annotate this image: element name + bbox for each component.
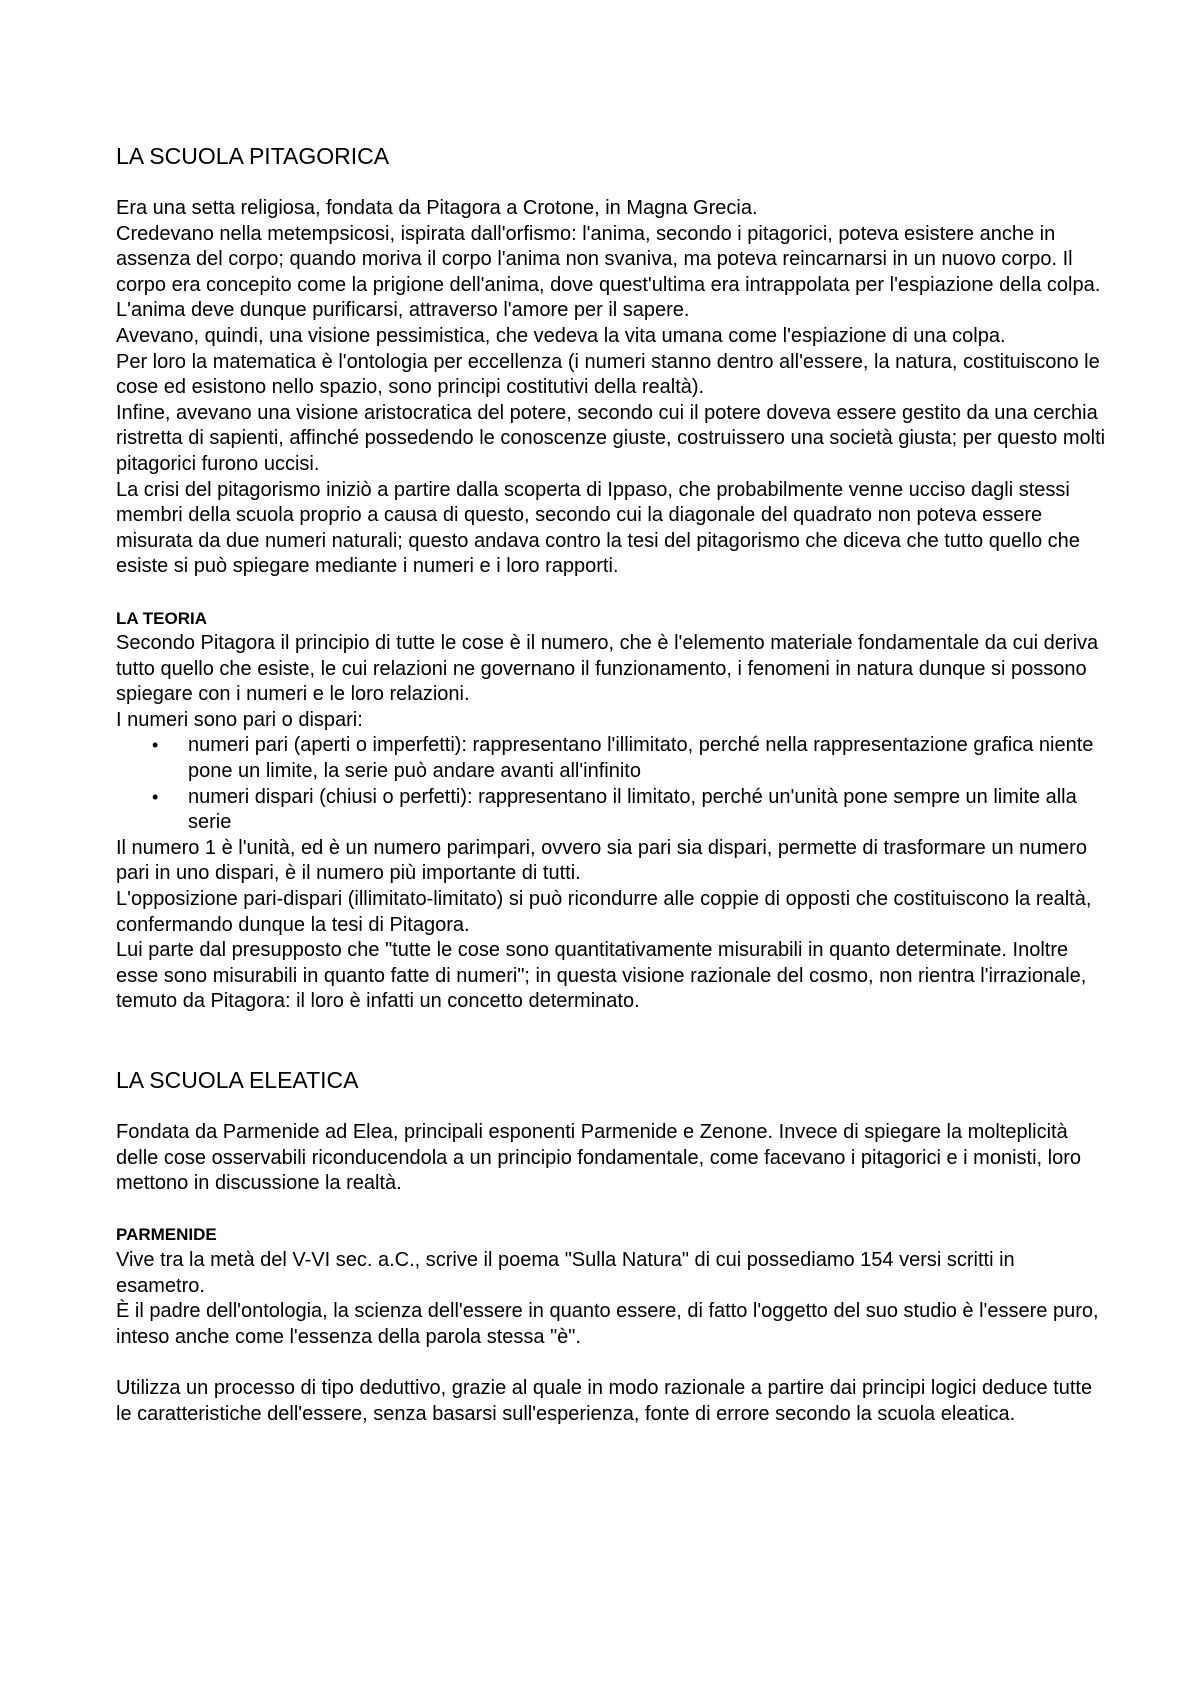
paragraph: Fondata da Parmenide ad Elea, principali esponenti Parmenide e Zenone. Invece di spiegare la molteplicità delle cose osservabili riconducendola a un principio fondamentale, come facevano i pitagorici e i monisti, loro mettono in discussione la realtà.	[116, 1121, 1081, 1195]
paragraph: La crisi del pitagorismo iniziò a partire dalla scoperta di Ippaso, che probabilmente venne ucciso dagli stessi membri della scuola proprio a causa di questo, secondo cui la diagonale del quadrato non poteva essere misurata da due numeri naturali; questo andava contro la tesi del pitagorismo che diceva che tutto quello che esiste si può spiegare mediante i numeri e i loro rapporti.	[116, 478, 1080, 578]
subsection-title-parmenide: PARMENIDE	[116, 1225, 217, 1245]
paragraph: L'opposizione pari-dispari (illimitato-limitato) si può ricondurre alle coppie di opposti che costituiscono la realtà, confermando dunque la tesi di Pitagora.	[116, 888, 1092, 936]
list-item	[116, 733, 1106, 784]
list-intro: I numeri sono pari o dispari:	[116, 708, 363, 731]
document-page	[116, 142, 1106, 1427]
section-title-eleatica: LA SCUOLA ELEATICA	[116, 1067, 359, 1093]
paragraph: Il numero 1 è l'unità, ed è un numero parimpari, ovvero sia pari sia dispari, permette di trasformare un numero pari in uno dispari, è il numero più importante di tutti.	[116, 836, 1087, 885]
list-item-text: numeri pari (aperti o imperfetti): rappresentano l'illimitato, perché nella rappresentazione grafica niente pone un limite, la serie può andare avanti all'infinito	[188, 734, 1094, 783]
subsection-title-teoria: LA TEORIA	[116, 608, 207, 628]
list-item-text: numeri dispari (chiusi o perfetti): rappresentano il limitato, perché un'unità pone sempre un limite alla serie	[188, 785, 1077, 834]
paragraph: Avevano, quindi, una visione pessimistica, che vedeva la vita umana come l'espiazione di una colpa.	[116, 324, 1006, 347]
bullet-list	[116, 733, 1106, 835]
bullet-icon: •	[152, 735, 159, 756]
paragraph: Vive tra la metà del V-VI sec. a.C., scrive il poema "Sulla Natura" di cui possediamo 154 versi scritti in esametro.	[116, 1248, 1015, 1297]
paragraph: È il padre dell'ontologia, la scienza dell'essere in quanto essere, di fatto l'oggetto del suo studio è l'essere puro, inteso anche come l'essenza della parola stessa "è".	[116, 1300, 1099, 1348]
paragraph: Credevano nella metempsicosi, ispirata dall'orfismo: l'anima, secondo i pitagorici, poteva esistere anche in assenza del corpo; quando moriva il corpo l'anima non svaniva, ma poteva reincarnarsi in un nuovo corpo. Il corpo era concepito come la prigione dell'anima, dove quest'ultima era intrappolata per l'espiazione della colpa. L'anima deve dunque purificarsi, attraverso l'amore per il sapere.	[116, 222, 1101, 322]
list-item	[116, 785, 1106, 836]
paragraph: Infine, avevano una visione aristocratica del potere, secondo cui il potere doveva essere gestito da una cerchia ristretta di sapienti, affinché possedendo le conoscenze giuste, costruissero una società giusta; per questo molti pitagorici furono uccisi.	[116, 401, 1106, 475]
paragraph: Utilizza un processo di tipo deduttivo, grazie al quale in modo razionale a partire dai principi logici deduce tutte le caratteristiche dell'essere, senza basarsi sull'esperienza, fonte di errore secondo la scuola eleatica.	[116, 1376, 1093, 1425]
paragraph: Era una setta religiosa, fondata da Pitagora a Crotone, in Magna Grecia.	[116, 197, 758, 219]
paragraph: Lui parte dal presupposto che "tutte le cose sono quantitativamente misurabili in quanto determinate. Inoltre esse sono misurabili in quanto fatte di numeri"; in questa visione razionale del cosmo, non rientra l'irrazionale, temuto da Pitagora: il loro è infatti un concetto determinato.	[116, 939, 1087, 1013]
section-title-pitagorica: LA SCUOLA PITAGORICA	[116, 143, 390, 169]
bullet-icon: •	[152, 786, 159, 807]
paragraph: Per loro la matematica è l'ontologia per eccellenza (i numeri stanno dentro all'essere, la natura, costituiscono le cose ed esistono nello spazio, sono principi costitutivi della realtà).	[116, 350, 1100, 399]
paragraph: Secondo Pitagora il principio di tutte le cose è il numero, che è l'elemento materiale fondamentale da cui deriva tutto quello che esiste, le cui relazioni ne governano il funzionamento, i fenomeni in natura dunque si possono spiegare con i numeri e le loro relazioni.	[116, 632, 1099, 706]
